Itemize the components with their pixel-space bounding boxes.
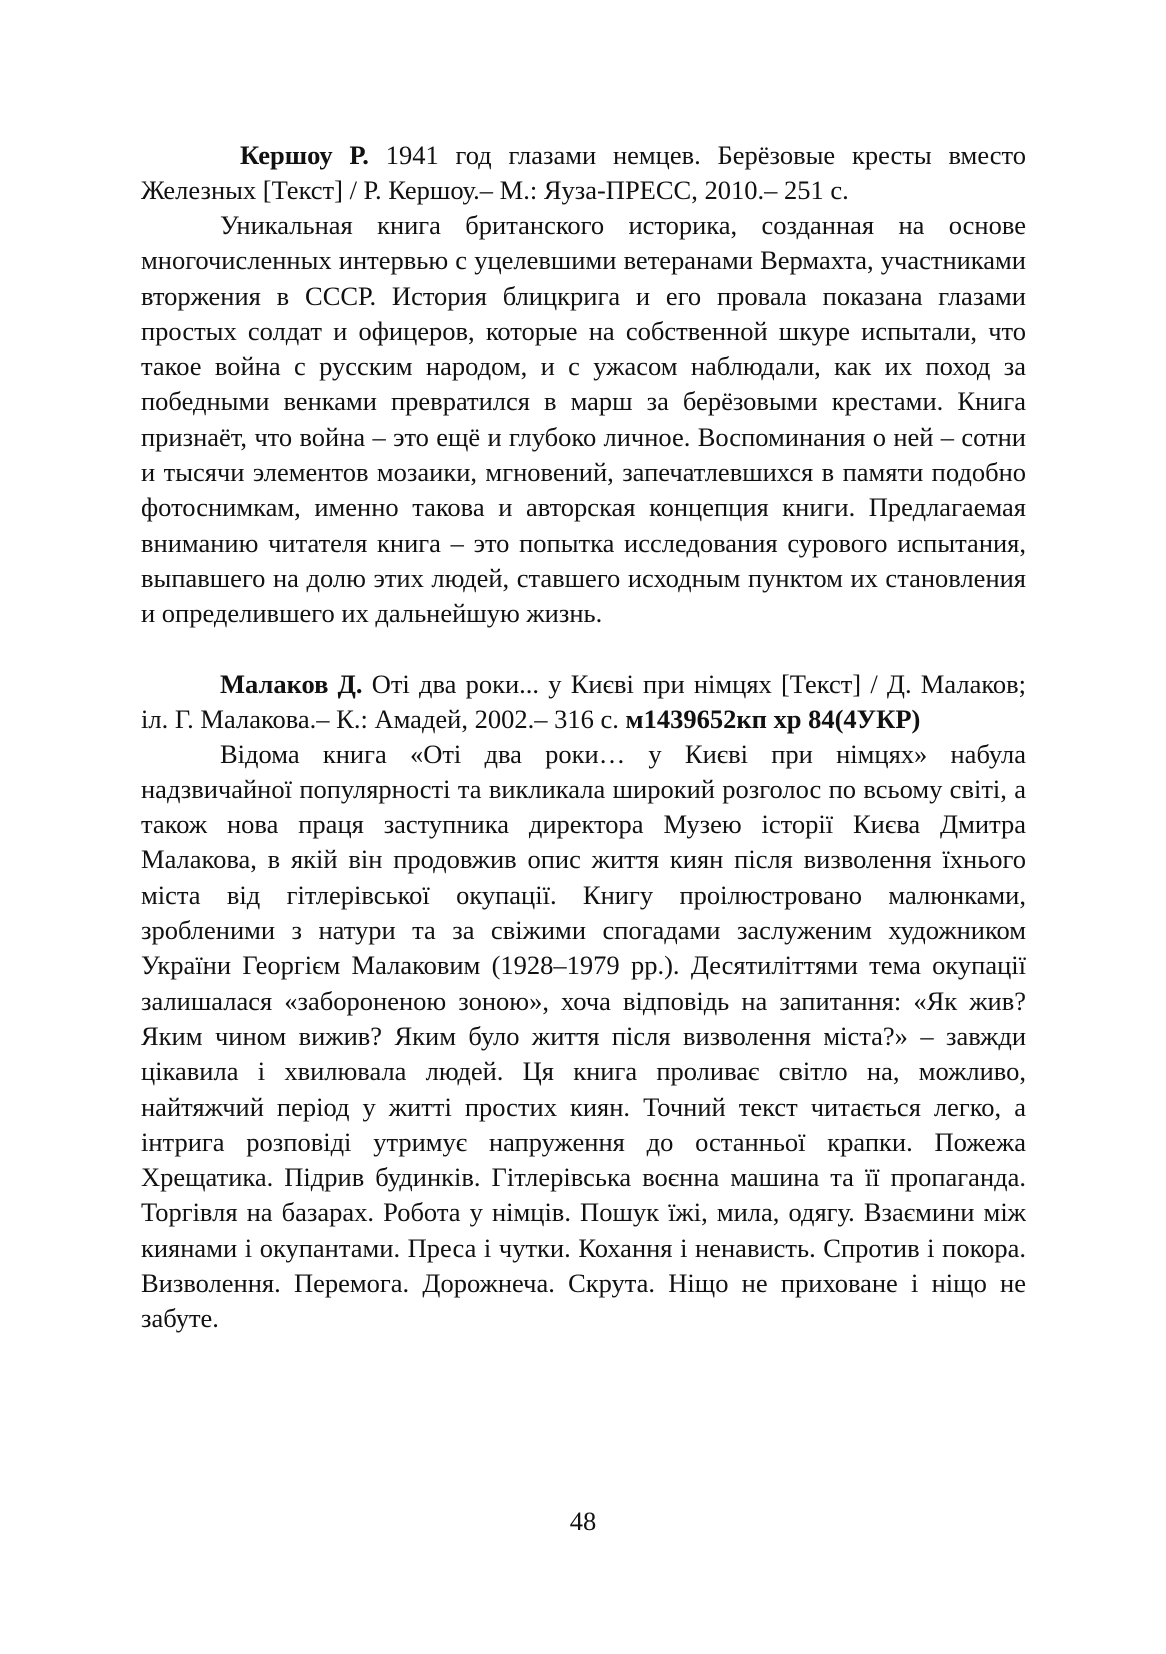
document-page [141, 138, 1026, 1337]
entry-author: Малаков Д. [220, 668, 363, 699]
entry-description: Уникальная книга британского историка, созданная на основе многочисленных интервью с уцелевшими ветеранами Вермахта, участниками вторжения в СССР. История блицкрига и его провала показана глазами простых солдат и офицеров, которые на собственной шкуре испытали, что такое война с русским народом, и с ужасом наблюдали, как их поход за победными венками превратился в марш за берёзовыми крестами. Книга признаёт, что война – это ещё и глубоко личное. Воспоминания о ней – сотни и тысячи элементов мозаики, мгновений, запечатлевшихся в памяти подобно фотоснимкам, именно такова и авторская концепция книги. Предлагаемая вниманию читателя книга – это попытка исследования сурового испытания, выпавшего на долю этих людей, ставшего исходным пунктом их становления и определившего их дальнейшую жизнь. [141, 210, 1026, 629]
entry-shelf-mark: м1439652кп хр 84(4УКР) [625, 703, 921, 734]
entry-citation-text: Оті два роки... у Києві при німцях [Текст] / Д. Малаков; іл. Г. Малакова.– К.: Амадей, 2002.– 316 с. [141, 668, 1027, 734]
page-number: 48 [569, 1506, 597, 1536]
entry-description: Відома книга «Оті два роки… у Києві при німцях» набула надзвичайної популярності та викликала широкий розголос по всьому світі, а також нова праця заступника директора Музею історії Києва Дмитра Малакова, в якій він продовжив опис життя киян після визволення їхнього міста від гітлерівської окупації. Книгу проілюстровано малюнками, зробленими з натури та за свіжими спогадами заслуженим художником України Георгієм Малаковим (1928–1979 рр.). Десятиліттями тема окупації залишалася «забороненою зоною», хоча відповідь на запитання: «Як жив? Яким чином вижив? Яким було життя після визволення міста?» – завжди цікавила і хвилювала людей. Ця книга проливає світло на, можливо, найтяжчий період у житті простих киян. Точний текст читається легко, а інтрига розповіді утримує напруження до останньої крапки. Пожежа Хрещатика. Підрив будинків. Гітлерівська воєнна машина та її пропаганда. Торгівля на базарах. Робота у німців. Пошук їжі, мила, одягу. Взаємини між киянами і окупантами. Преса і чутки. Кохання і ненависть. Спротив і покора. Визволення. Перемога. Дорожнеча. Скрута. Ніщо не приховане і ніщо не забуте. [141, 738, 1026, 1334]
bibliography-entry-kershaw [141, 138, 1026, 632]
entry-citation [141, 667, 1026, 737]
entry-author: Кершоу Р. [240, 140, 369, 170]
entry-citation [141, 138, 1026, 208]
bibliography-entry-malakov [141, 667, 1026, 1337]
entry-citation-text: 1941 год глазами немцев. Берёзовые кресты вместо Железных [Текст] / Р. Кершоу.– М.: Яуза-ПРЕСС, 2010.– 251 с. [141, 140, 1026, 205]
